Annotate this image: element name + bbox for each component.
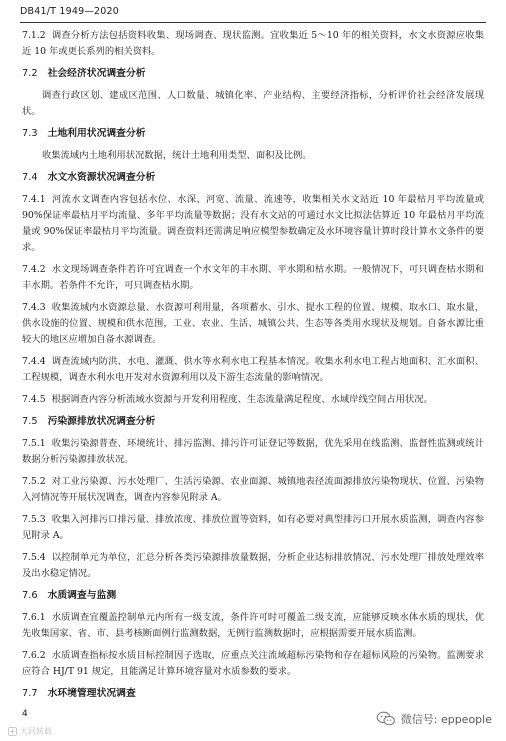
section-number: 7.6 <box>22 590 38 601</box>
section-title: 土地利用状况调查分析 <box>47 128 146 139</box>
section-title: 水环境管理状况调查 <box>47 688 136 699</box>
body-paragraph: 收集流域内土地利用状况数据，统计土地利用类型、面积及比例。 <box>42 150 312 161</box>
section-title: 污染源排放状况调查分析 <box>47 416 156 427</box>
clause-7-4-5 <box>22 392 484 408</box>
clause-number: 7.4.1 <box>22 194 46 205</box>
clause-text: 根据调查内容分析流域水资源与开发利用程度、生态流量满足程度、水域岸线空间占用状况。 <box>51 394 433 405</box>
document-body <box>22 28 484 708</box>
wechat-id-text: 微信号: eppeople <box>400 713 492 726</box>
clause-number: 7.1.2 <box>22 30 46 41</box>
clause-number: 7.4.3 <box>22 302 46 313</box>
clause-7-6-2 <box>22 648 484 680</box>
clause-text: 收集流域内水资源总量、水资源可利用量，各项蓄水、引水、提水工程的位置、规模、取水口、取水量，供水设施的位置、规模和供水范围，工业、农业、生活、城镇公共、生态等各类用水现状及规划。自备水源比重较大的地区应增加自备水源调查。 <box>22 302 484 345</box>
clause-number: 7.5.3 <box>22 514 46 525</box>
clause-text: 收集污染源普查、环境统计、排污监测、排污许可证登记等数据，优先采用在线监测、监督性监测或统计数据分析污染源排放状况。 <box>22 438 484 465</box>
clause-number: 7.4.5 <box>22 394 46 405</box>
section-number: 7.3 <box>22 128 38 139</box>
clause-number: 7.5.1 <box>22 438 46 449</box>
clause-7-4-3 <box>22 300 484 348</box>
clause-number: 7.4.2 <box>22 264 46 275</box>
clause-text: 河流水文调查内容包括水位、水深、河宽、流量、流速等，收集相关水文站近 10 年最枯月平均流量或 90%保证率最枯月平均流量、多年平均流量等数据；没有水文站的可通过水文比拟法估算近 10 年最枯月平均流量或 90%保证率最枯月平均流量。调查资料还需满足响应模型参数确定及水环境容量计算时段计算水文条件的要求。 <box>22 194 484 253</box>
section-title: 水质调查与监测 <box>47 590 117 601</box>
clause-number: 7.5.2 <box>22 476 46 487</box>
page-header <box>20 6 486 20</box>
section-number: 7.2 <box>22 68 38 79</box>
clause-7-5-1 <box>22 436 484 468</box>
clause-7-5-4 <box>22 550 484 582</box>
section-heading-7-4 <box>22 170 484 186</box>
wechat-watermark <box>376 711 492 727</box>
standard-code: DB41/T 1949—2020 <box>20 6 119 17</box>
clause-text: 调查流域内防洪、水电、灌溉、供水等水利水电工程基本情况。收集水利水电工程占地面积、汇水面积、工程规模，调查水利水电开发对水资源利用以及下游生态流量的影响情况。 <box>22 356 484 383</box>
clause-number: 7.5.4 <box>22 552 46 563</box>
section-number: 7.5 <box>22 416 38 427</box>
clause-7-4-2 <box>22 262 484 294</box>
clause-number: 7.4.4 <box>22 356 46 367</box>
section-heading-7-3 <box>22 126 484 142</box>
body-paragraph: 调查行政区划、建成区范围、人口数量、城镇化率、产业结构、主要经济指标，分析评价社会经济发展现状。 <box>22 90 484 117</box>
section-heading-7-7 <box>22 686 484 702</box>
section-number: 7.4 <box>22 172 38 183</box>
clause-7-5-2 <box>22 474 484 506</box>
clause-text: 对工业污染源、污水处理厂、生活污染源、农业面源、城镇地表径流面源排放污染物现状、位置、污染物入河情况等开展状况调查，调查内容参见附录 A。 <box>22 476 484 503</box>
header-divider <box>20 22 486 23</box>
clause-7-4-4 <box>22 354 484 386</box>
page-number: 4 <box>22 709 28 719</box>
source-watermark <box>8 726 52 737</box>
section-title: 社会经济状况调查分析 <box>47 68 146 79</box>
section-title: 水文水资源状况调查分析 <box>47 172 156 183</box>
clause-text: 水质调查宜覆盖控制单元内所有一级支流，条件许可时可覆盖二级支流，应能够反映水体水质的现状，优先收集国家、省、市、县考核断面例行监测数据，无例行监测数据时，应根据需要开展水质监测。 <box>22 612 484 639</box>
clause-7-4-1 <box>22 192 484 256</box>
clause-text: 调查分析方法包括资料收集、现场调查、现状监测。宜收集近 5～10 年的相关资料，水文水资源应收集近 10 年或更长系列的相关资料。 <box>22 30 484 57</box>
section-heading-7-2 <box>22 66 484 82</box>
section-heading-7-5 <box>22 414 484 430</box>
section-number: 7.7 <box>22 688 38 699</box>
watermark-left-text: 大同转载 <box>20 727 52 736</box>
clause-text: 水质调查指标按水质目标控制因子选取，应重点关注流域超标污染物和存在超标风险的污染物。监测要求应符合 HJ/T 91 规定，且能满足计算环境容量对水质参数的要求。 <box>22 650 484 677</box>
clause-7-1-2 <box>22 28 484 60</box>
clause-text: 以控制单元为单位，汇总分析各类污染源排放量数据，分析企业达标排放情况、污水处理厂排放处理效率及出水稳定情况。 <box>22 552 484 579</box>
brand-logo-icon <box>8 727 17 736</box>
wechat-icon <box>376 711 396 727</box>
clause-text: 水文现场调查条件若许可宜调查一个水文年的丰水期、平水期和枯水期。一般情况下，可只调查枯水期和丰水期。若条件不允许，可只调查枯水期。 <box>22 264 484 291</box>
clause-7-5-3 <box>22 512 484 544</box>
section-heading-7-6 <box>22 588 484 604</box>
clause-text: 收集入河排污口排污量、排放浓度、排放位置等资料，如有必要对典型排污口开展水质监测，调查内容参见附录 A。 <box>22 514 484 541</box>
clause-number: 7.6.1 <box>22 612 46 623</box>
clause-7-6-1 <box>22 610 484 642</box>
clause-number: 7.6.2 <box>22 650 46 661</box>
